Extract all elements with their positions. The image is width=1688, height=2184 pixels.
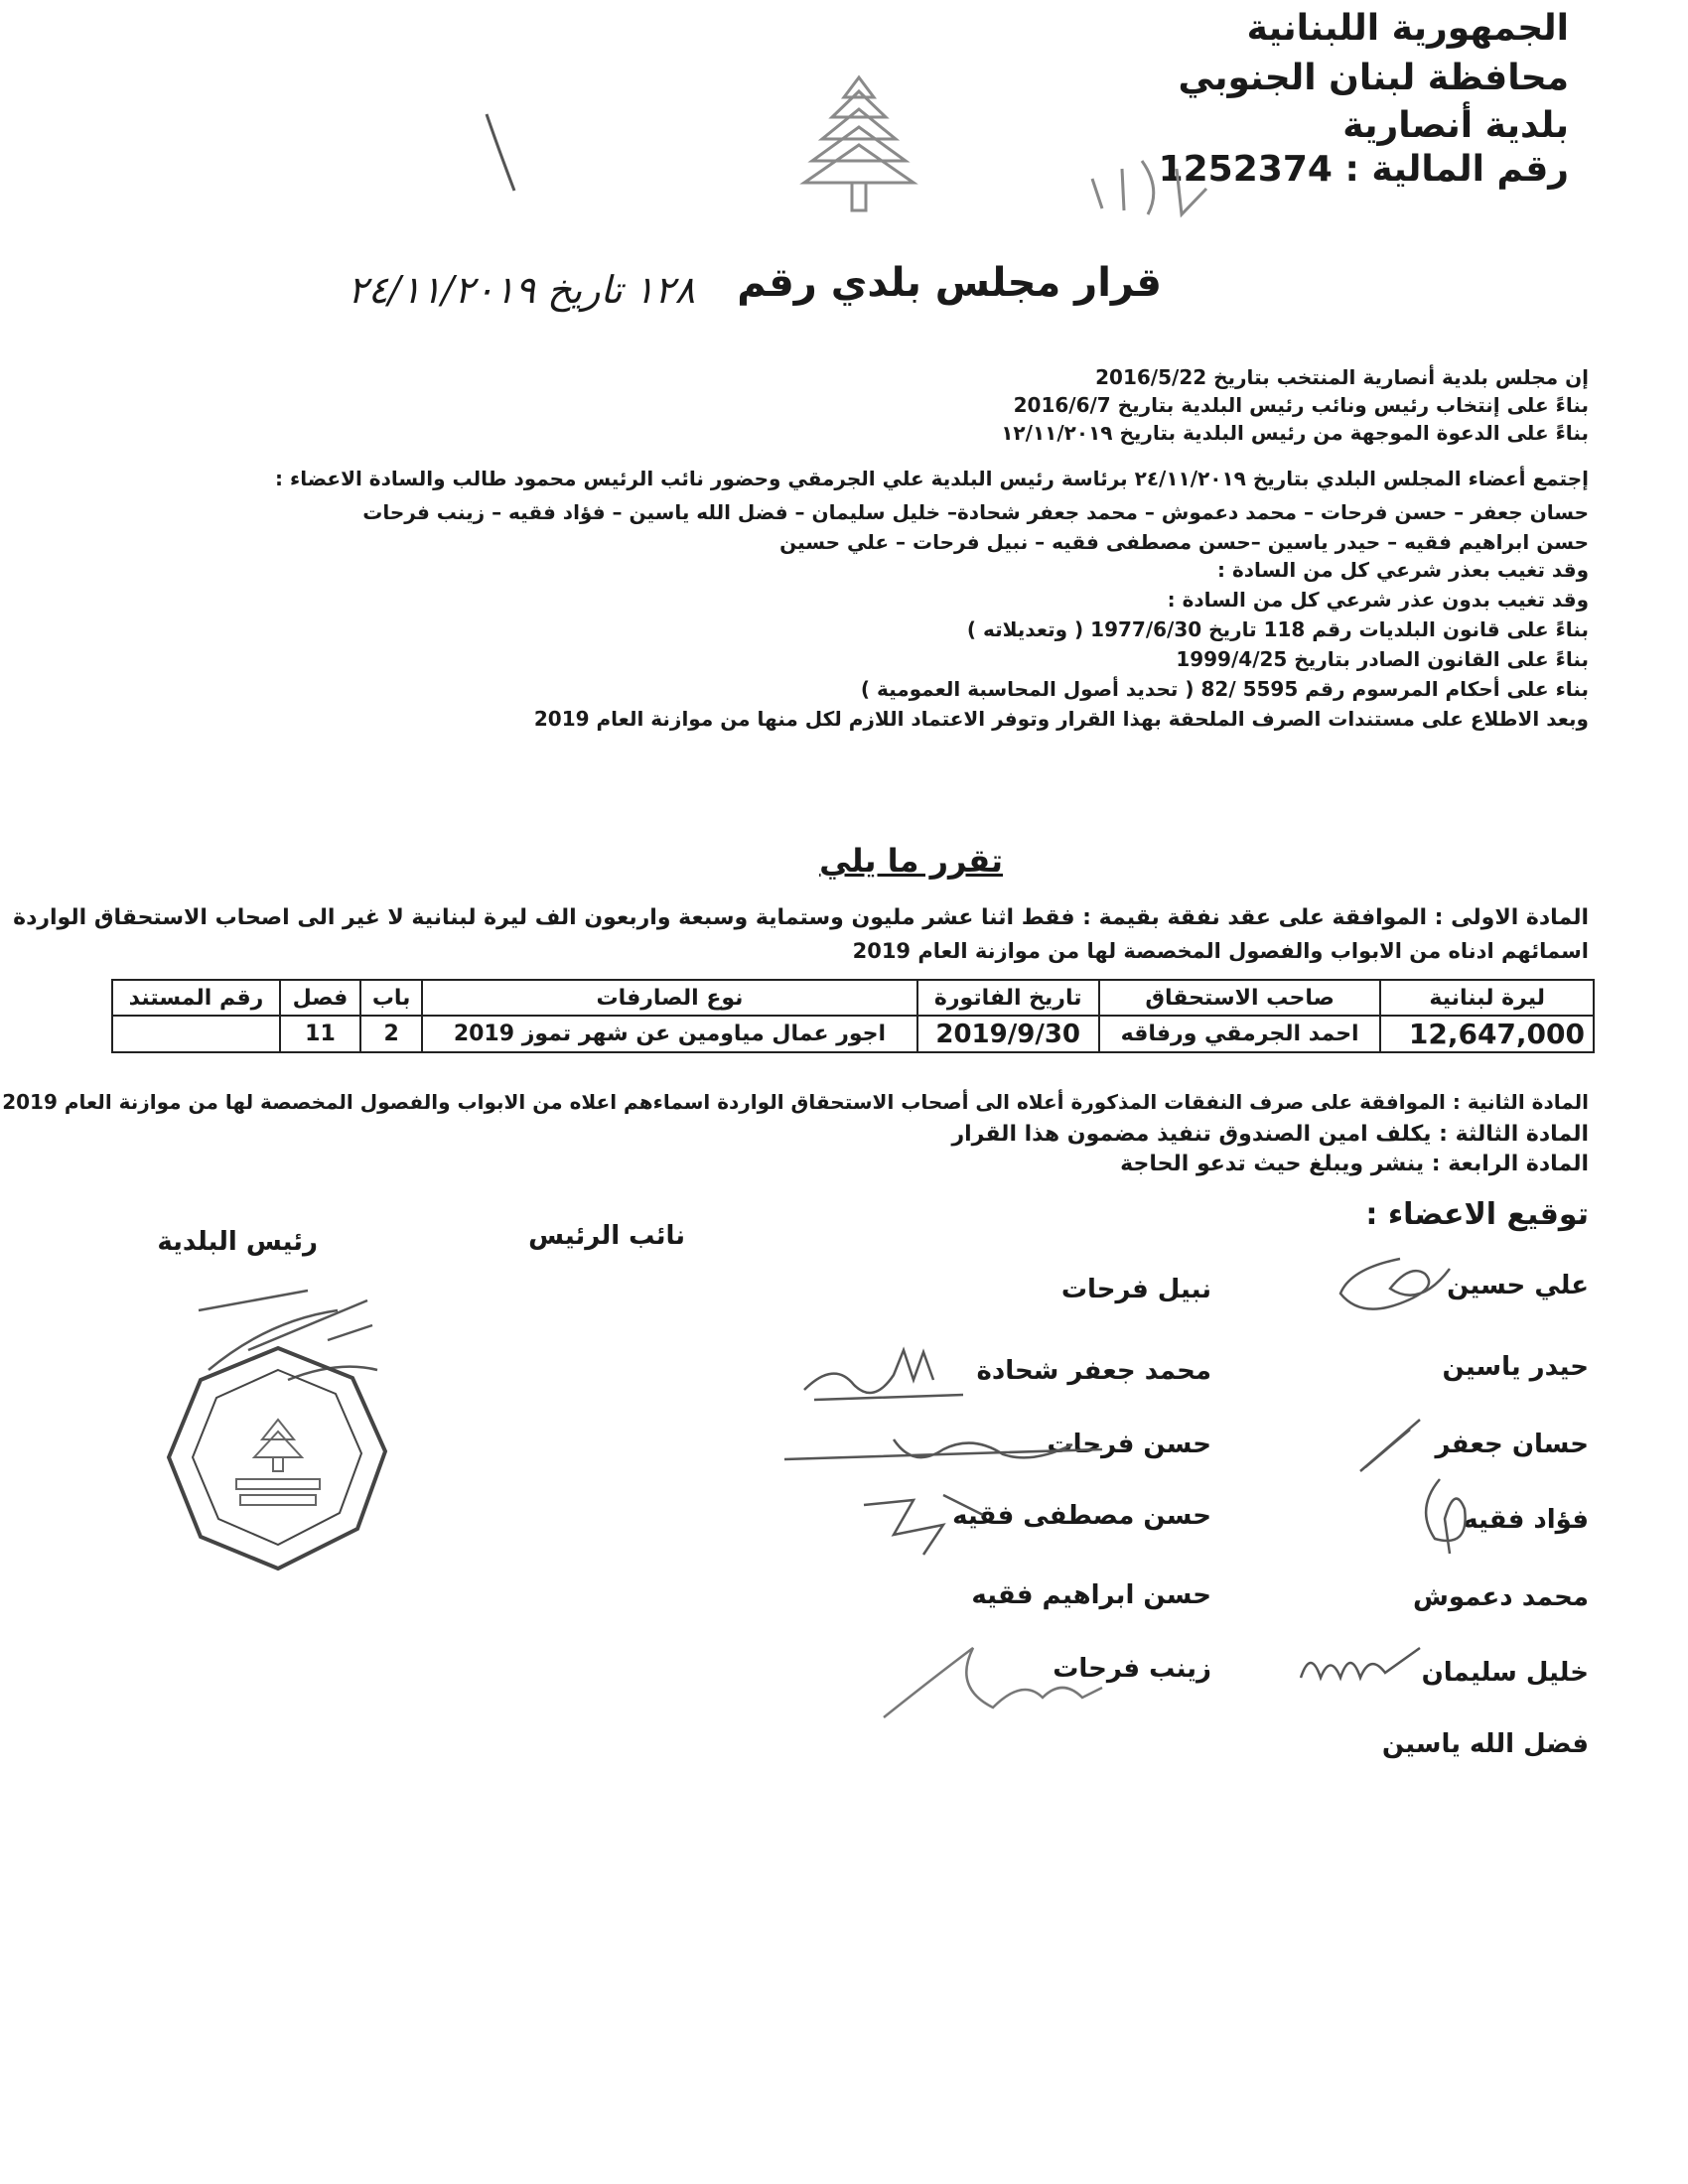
column-header-beneficiary: صاحب الاستحقاق xyxy=(1099,980,1381,1016)
column-header-invoice-date: تاريخ الفاتورة xyxy=(917,980,1099,1016)
municipal-seal-icon xyxy=(159,1340,397,1578)
article-2: المادة الثانية : الموافقة على صرف النفقات المذكورة أعلاه الى أصحاب الاستحقاق الواردة اسماءهم اعلاه من الابواب والفصول المخصصة لها من موازنة العام 2019 xyxy=(2,1090,1589,1114)
signatory-fouad-fakih: فؤاد فقيه xyxy=(1463,1505,1589,1535)
header-republic: الجمهورية اللبنانية xyxy=(1246,8,1569,49)
decision-number-handwritten: ١٢٨ تاريخ ٢٤/١١/٢٠١٩ xyxy=(348,268,695,312)
signatory-zeinab-farhat: زينب فرحات xyxy=(1053,1654,1211,1684)
margin-pen-mark-icon xyxy=(477,109,526,199)
preamble-line-9: بناءً على قانون البلديات رقم 118 تاريخ 1977/6/30 ( وتعديلاته ) xyxy=(966,617,1589,641)
preamble-line-10: بناءً على القانون الصادر بتاريخ 1999/4/25 xyxy=(1176,647,1589,671)
signatory-hassan-farhat: حسن فرحات xyxy=(1047,1430,1211,1459)
signatory-haidar-yassine: حيدر ياسين xyxy=(1442,1352,1589,1382)
table-header-row xyxy=(112,980,1594,1016)
signature-zeinab-farhat-icon xyxy=(874,1638,1112,1727)
preamble-line-4: إجتمع أعضاء المجلس البلدي بتاريخ ٢٤/١١/٢٠١٩ برئاسة رئيس البلدية علي الجرمقي وحضور نائب الرئيس محمود طالب والسادة الاعضاء : xyxy=(275,467,1589,490)
decision-title: قرار مجلس بلدي رقم xyxy=(737,260,1162,306)
signatory-khalil-sleiman: خليل سليمان xyxy=(1421,1658,1589,1688)
cedar-emblem-icon xyxy=(784,69,933,218)
column-header-amount: ليرة لبنانية xyxy=(1380,980,1594,1016)
signatory-mohammad-damoush: محمد دعموش xyxy=(1412,1582,1589,1612)
signatory-nabil-farhat: نبيل فرحات xyxy=(1060,1275,1211,1304)
signatory-mohammad-jaafar-shehadeh: محمد جعفر شحادة xyxy=(976,1356,1211,1386)
article-1-line-1: المادة الاولى : الموافقة على عقد نفقة بقيمة : فقط اثنا عشر مليون وستماية وسبعة واربعون الف ليرة لبنانية لا غير الى اصحاب الاستحقاق الواردة xyxy=(13,905,1589,930)
margin-scribble-icon xyxy=(1082,149,1221,228)
article-1-line-2: اسمائهم ادناه من الابواب والفصول المخصصة لها من موازنة العام 2019 xyxy=(852,939,1589,963)
preamble-line-1: إن مجلس بلدية أنصارية المنتخب بتاريخ 2016/5/22 xyxy=(1095,365,1589,389)
signatory-hassan-jaafar: حسان جعفر xyxy=(1435,1430,1589,1459)
preamble-line-7: وقد تغيب بعذر شرعي كل من السادة : xyxy=(1217,558,1589,582)
column-header-expense-type: نوع الصارفات xyxy=(422,980,916,1016)
preamble-line-3: بناءً على الدعوة الموجهة من رئيس البلدية بتاريخ ١٢/١١/٢٠١٩ xyxy=(1001,421,1589,445)
members-signature-label: توقيع الاعضاء : xyxy=(1365,1197,1589,1232)
decides-heading: تقرر ما يلي xyxy=(819,842,1003,880)
vice-president-label: نائب الرئيس xyxy=(528,1221,685,1251)
signature-hassan-mustafa-fakih-icon xyxy=(854,1485,993,1565)
cell-document-number xyxy=(112,1016,280,1052)
signature-fouad-fakih-icon xyxy=(1410,1469,1489,1559)
signatory-hassan-ibrahim-fakih: حسن ابراهيم فقيه xyxy=(971,1580,1211,1610)
cell-amount: 12,647,000 xyxy=(1380,1016,1594,1052)
expense-table xyxy=(111,979,1595,1053)
column-header-document-number: رقم المستند xyxy=(112,980,280,1016)
header-governorate: محافظة لبنان الجنوبي xyxy=(1178,58,1569,98)
preamble-line-6: حسن ابراهيم فقيه – حيدر ياسين –حسن مصطفى فقيه – نبيل فرحات – علي حسين xyxy=(779,530,1589,554)
article-4: المادة الرابعة : ينشر ويبلغ حيث تدعو الحاجة xyxy=(1120,1152,1589,1176)
table-row xyxy=(112,1016,1594,1052)
preamble-line-12: وبعد الاطلاع على مستندات الصرف الملحقة بهذا القرار وتوفر الاعتماد اللازم لكل منها من موازنة العام 2019 xyxy=(533,707,1589,731)
signature-ali-hussein-icon xyxy=(1331,1249,1470,1328)
signatory-ali-hussein: علي حسين xyxy=(1447,1271,1589,1300)
header-municipality: بلدية أنصارية xyxy=(1342,105,1569,146)
cell-beneficiary: احمد الجرمقي ورفاقه xyxy=(1099,1016,1381,1052)
signatory-hassan-mustafa-fakih: حسن مصطفى فقيه xyxy=(952,1501,1211,1531)
cell-section: 11 xyxy=(280,1016,360,1052)
column-header-section: فصل xyxy=(280,980,360,1016)
preamble-line-8: وقد تغيب بدون عذر شرعي كل من السادة : xyxy=(1167,588,1589,612)
preamble-line-5: حسان جعفر – حسن فرحات – محمد دعموش – محمد جعفر شحادة– خليل سليمان – فضل الله ياسين – فؤاد فقيه – زينب فرحات xyxy=(362,500,1589,524)
preamble-line-2: بناءً على إنتخاب رئيس ونائب رئيس البلدية بتاريخ 2016/6/7 xyxy=(1013,393,1589,417)
president-label: رئيس البلدية xyxy=(157,1227,318,1257)
signature-khalil-sleiman-icon xyxy=(1291,1638,1430,1698)
cell-invoice-date: 2019/9/30 xyxy=(917,1016,1099,1052)
preamble-line-11: بناء على أحكام المرسوم رقم 5595 /82 ( تحديد أصول المحاسبة العمومية ) xyxy=(860,677,1589,701)
signatory-fadlallah-yassine: فضل الله ياسين xyxy=(1381,1729,1589,1759)
signature-mohammad-shehadeh-icon xyxy=(794,1340,973,1420)
article-3: المادة الثالثة : يكلف امين الصندوق تنفيذ مضمون هذا القرار xyxy=(951,1122,1589,1147)
column-header-chapter: باب xyxy=(360,980,422,1016)
header-financial-number: رقم المالية : 1252374 xyxy=(1158,149,1569,190)
cell-chapter: 2 xyxy=(360,1016,422,1052)
signature-hassan-farhat-icon xyxy=(774,1420,1112,1479)
cell-expense-type: اجور عمال مياومين عن شهر تموز 2019 xyxy=(422,1016,916,1052)
